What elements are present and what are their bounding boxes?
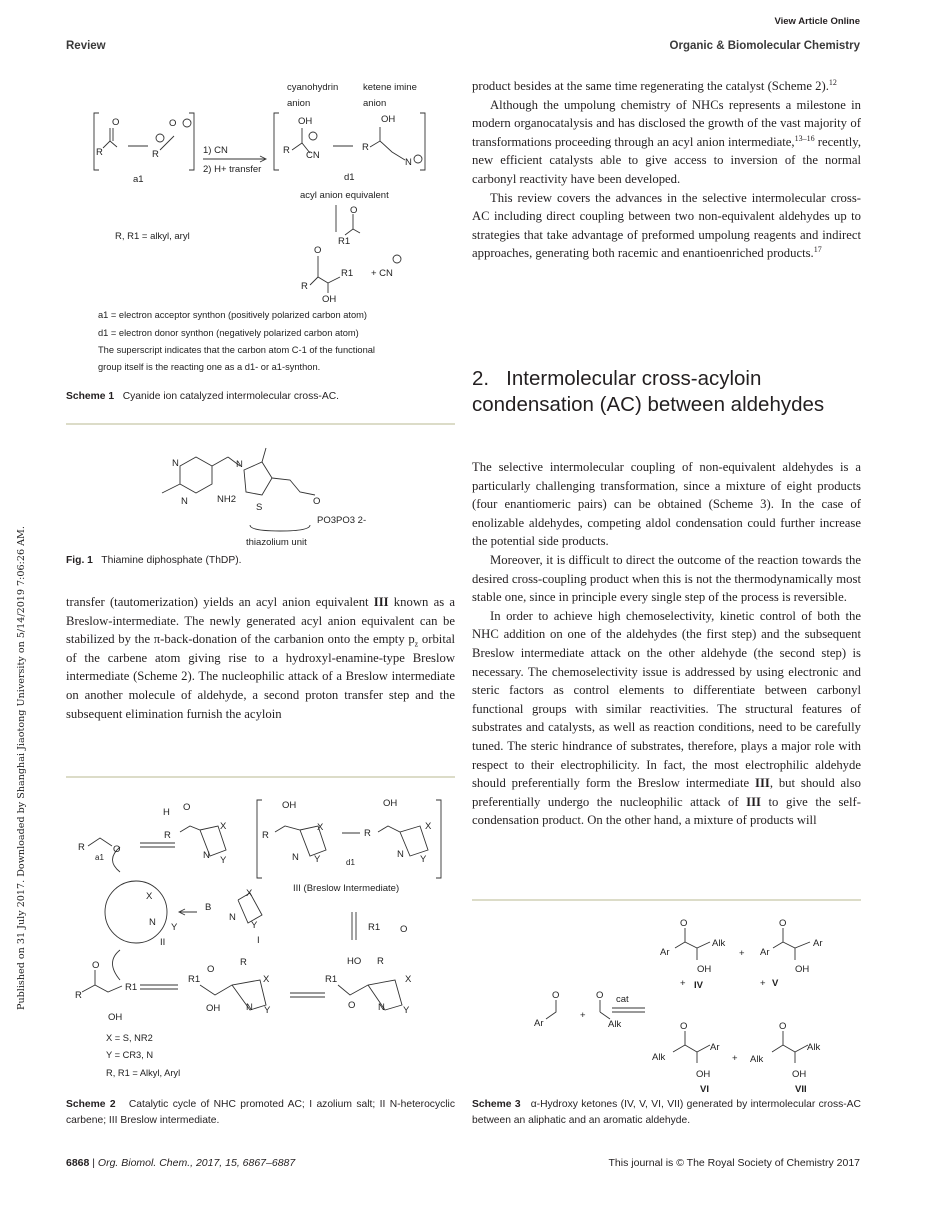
label: Alk	[807, 1042, 821, 1053]
label: I	[257, 935, 260, 946]
copyright: This journal is © The Royal Society of Chemistry 2017	[608, 1157, 860, 1169]
paragraph	[472, 189, 861, 263]
text-run: known as a Breslow-intermediate. The newly generated acyl anion equivalent can be stabilized by the π-back-donation of the carbanion onto the empty p	[66, 595, 455, 647]
label: O	[313, 496, 321, 507]
label: R	[78, 842, 85, 853]
reference-superscript: 13–16	[794, 133, 815, 143]
text-run: This review covers the advances in the selective intermolecular cross-AC including direct coupling between two non-equivalent aldehydes up to strategies that take advantage of preformed umpolung reagents and indirect approaches, generating both racemic and enantioenriched products.	[472, 190, 861, 261]
caption-text: α-Hydroxy ketones (IV, V, VI, VII) generated by intermolecular cross-AC between an aliphatic and an aromatic aldehyde.	[472, 1099, 861, 1126]
label: d1	[346, 858, 355, 867]
label: +	[680, 978, 686, 989]
label: O	[348, 1000, 356, 1011]
label: R, R1 = alkyl, aryl	[115, 231, 190, 242]
paragraph	[472, 96, 861, 189]
text-run: product besides at the same time regenerating the catalyst (Scheme 2).	[472, 79, 829, 93]
label: OH	[696, 1069, 711, 1080]
label: O	[552, 990, 560, 1001]
label: N	[292, 852, 299, 863]
label: Y	[220, 855, 227, 866]
label: R	[362, 142, 369, 153]
label: CN	[306, 150, 320, 161]
text-run: to give the self-condensation product. On the other hand, a mixture of products will	[472, 794, 861, 828]
label: R	[152, 149, 159, 160]
label: H	[163, 807, 170, 818]
compound-label: III	[746, 794, 761, 809]
text-run: Although the umpolung chemistry of NHCs represents a milestone in modern organocatalysis and has disclosed the growth of the vast majority of transformations proceeding through an acyl anion intermediate,	[472, 97, 861, 149]
subscript: z	[414, 639, 419, 649]
label: N	[181, 496, 188, 507]
text-run: In order to achieve high chemoselectivity, kinetic control of both the NHC addition on one of the aldehydes (the first step) and the subsequent Breslow intermediate attack on the other aldehyde (the second step) is necessary. The chemoselectivity issue is addressed by using electronic and steric factors as control elements to differentiate between carbonyl functional groups with similar reactivities. The structural features of substrates and catalysts, as well as reaction conditions, need to be carefully tuned. The steric hindrance of substrates, therefore, plays a major role with respect to their electrophilicity. In fact, the most electrophilic aldehyde should preferentially form the Breslow intermediate	[472, 608, 861, 791]
paragraph	[472, 551, 861, 607]
label: IV	[694, 980, 703, 991]
scheme-2-drawing	[75, 798, 441, 1078]
label: OH	[282, 800, 297, 811]
label: +	[760, 978, 766, 989]
page-number: 6868	[66, 1157, 90, 1169]
label: PO3PO3 2-	[317, 515, 367, 526]
label: Alk	[750, 1054, 764, 1065]
label: R1	[188, 974, 201, 985]
paragraph	[472, 458, 861, 551]
label: O	[314, 245, 322, 256]
text-run: Moreover, it is difficult to direct the outcome of the reaction towards the desired cross-coupling product when this is not the thermodynamically most stable one, since in principle every single step of the process is reversible.	[472, 552, 861, 605]
label: R	[240, 957, 247, 968]
label: The superscript indicates that the carbon atom C-1 of the functional	[98, 345, 375, 355]
text-run: The selective intermolecular coupling of non-equivalent aldehydes is a particularly challenging transformation, since a mixture of eight products (four enantiomeric pairs) can be obtained (Scheme 3). In the case of enolizable aldehydes, competing aldol condensation could further increase the potential side products.	[472, 460, 861, 549]
scheme-3-caption	[472, 1097, 861, 1129]
compound-label: III	[373, 595, 389, 609]
paragraph	[66, 593, 455, 723]
label: cat	[616, 994, 629, 1005]
label: OH	[206, 1003, 221, 1014]
label: O	[112, 117, 120, 128]
paragraph	[472, 77, 861, 96]
label: R1	[338, 236, 351, 247]
label: Y	[171, 922, 178, 933]
label: O	[400, 924, 408, 935]
paragraph	[472, 607, 861, 830]
label: d1 = electron donor synthon (negatively polarized carbon atom)	[98, 328, 359, 338]
label: Y	[420, 854, 427, 865]
scheme-2-caption	[66, 1097, 455, 1129]
label: Alk	[608, 1019, 622, 1030]
label: OH	[697, 964, 712, 975]
label: N	[405, 157, 412, 168]
label: +	[732, 1053, 738, 1064]
reference-superscript: 17	[813, 245, 822, 255]
right-column-top	[472, 77, 861, 263]
label: + CN	[371, 268, 393, 279]
label: R1	[325, 974, 338, 985]
label: d1	[344, 172, 355, 183]
label: O	[779, 918, 787, 929]
label: R, R1 = Alkyl, Aryl	[106, 1068, 181, 1078]
label: X = S, NR2	[106, 1033, 153, 1043]
label: V	[772, 978, 779, 989]
scheme-1-caption	[66, 389, 455, 405]
label: N	[378, 1002, 385, 1013]
thiamine-structure	[162, 448, 366, 548]
label: cyanohydrin	[287, 82, 339, 93]
label: Ar	[813, 938, 823, 949]
caption-text: Cyanide ion catalyzed intermolecular cross-AC.	[122, 391, 340, 402]
scheme-3-drawing	[534, 918, 823, 1095]
text-run: orbital of the carbene atom giving rise to a hydroxyl-enamine-type Breslow intermediate (Scheme 2). The nucleophilic attack of a Breslow intermediate on another molecule of aldehyde, a second proton transfer step and the subsequent elimination furnish the acyloin	[66, 632, 455, 721]
page-footer-citation: 6868 | Org. Biomol. Chem., 2017, 15, 6867–6887	[66, 1157, 296, 1169]
label: OH	[792, 1069, 807, 1080]
fig-1-caption	[66, 553, 455, 569]
label: Alk	[712, 938, 726, 949]
label: R	[262, 830, 269, 841]
label: Y = CR3, N	[106, 1050, 154, 1060]
caption-text: Thiamine diphosphate (ThDP).	[101, 555, 242, 566]
label: X	[220, 821, 227, 832]
label: O	[680, 1021, 688, 1032]
citation: Org. Biomol. Chem., 2017, 15, 6867–6887	[97, 1157, 296, 1169]
label: X	[263, 974, 270, 985]
label: N	[203, 850, 210, 861]
label: B	[205, 902, 212, 913]
view-article-online-link[interactable]: View Article Online	[774, 16, 860, 27]
journal-name: Organic & Biomolecular Chemistry	[669, 40, 860, 52]
label: OH	[108, 1012, 123, 1023]
reference-superscript: 12	[828, 77, 837, 87]
label: 1) CN	[203, 145, 228, 156]
text-run: transfer (tautomerization) yields an acyl anion equivalent	[66, 595, 374, 609]
right-column-bottom	[472, 458, 861, 830]
divider	[66, 423, 455, 425]
label: OH	[298, 116, 313, 127]
label: Y	[251, 920, 258, 931]
caption-label: Scheme 3	[472, 1099, 521, 1110]
label: OH	[795, 964, 810, 975]
label: a1 = electron acceptor synthon (positively polarized carbon atom)	[98, 310, 367, 320]
label: O	[207, 964, 215, 975]
label: N	[397, 849, 404, 860]
label: a1	[95, 853, 104, 862]
label: N	[149, 917, 156, 928]
label: group itself is the reacting one as a d1- or a1-synthon.	[98, 362, 321, 372]
label: VI	[700, 1084, 709, 1095]
label: Y	[403, 1005, 410, 1016]
label: HO	[347, 956, 362, 967]
label: X	[405, 974, 412, 985]
label: III (Breslow Intermediate)	[293, 883, 400, 894]
section-label: Review	[66, 40, 106, 52]
label: O	[183, 802, 191, 813]
label: X	[246, 888, 253, 899]
divider	[66, 776, 455, 778]
label: Alk	[652, 1052, 666, 1063]
label: O	[779, 1021, 787, 1032]
label: Y	[264, 1005, 271, 1016]
caption-label: Scheme 1	[66, 391, 115, 402]
label: +	[739, 948, 745, 959]
label: ketene imine	[363, 82, 417, 93]
label: O	[350, 205, 358, 216]
download-watermark: Published on 31 July 2017. Downloaded by Shanghai Jiaotong University on 5/14/2019 7:06:26 AM.	[16, 526, 27, 1010]
label: N	[172, 458, 179, 469]
label: Ar	[660, 947, 670, 958]
label: S	[256, 502, 263, 513]
section-heading: 2. Intermolecular cross-acyloin condensation (AC) between aldehydes	[472, 367, 825, 416]
label: thiazolium unit	[246, 537, 307, 548]
label: R	[75, 990, 82, 1001]
label: OH	[381, 114, 396, 125]
label: R	[283, 145, 290, 156]
label: O	[680, 918, 688, 929]
label: N	[246, 1002, 253, 1013]
compound-label: III	[755, 776, 770, 791]
text-run: recently, new efficient catalysts able to give access to inversion of the normal carbonyl reactivity have been developed.	[472, 134, 861, 186]
label: R	[364, 828, 371, 839]
label: X	[146, 891, 153, 902]
label: R	[301, 281, 308, 292]
caption-text: Catalytic cycle of NHC promoted AC; I azolium salt; II N-heterocyclic carbene; III Breslow intermediate.	[66, 1099, 455, 1126]
label: Ar	[534, 1018, 544, 1029]
label: VII	[795, 1084, 807, 1095]
label: OH	[383, 798, 398, 809]
label: 2) H+ transfer	[203, 164, 262, 175]
caption-label: Fig. 1	[66, 555, 93, 566]
label: N	[229, 912, 236, 923]
label: R1	[368, 922, 381, 933]
label: X	[317, 822, 324, 833]
label: anion	[287, 98, 311, 109]
label: +	[580, 1010, 586, 1021]
text-run: , but should also preferentially undergo the nucleophilic attack of	[472, 776, 861, 809]
label: OH	[322, 294, 337, 305]
label: O	[596, 990, 604, 1001]
label: R1	[341, 268, 354, 279]
label: anion	[363, 98, 387, 109]
label: O	[92, 960, 100, 971]
label: acyl anion equivalent	[300, 190, 389, 201]
divider	[472, 899, 861, 901]
label: R	[96, 147, 103, 158]
label: NH2	[217, 494, 237, 505]
label: Y	[314, 854, 321, 865]
label: R1	[125, 982, 138, 993]
label: II	[160, 937, 166, 948]
label: N	[236, 459, 243, 470]
label: Ar	[710, 1042, 720, 1053]
label: R	[377, 956, 384, 967]
label: X	[425, 821, 432, 832]
scheme-1-drawing	[94, 82, 425, 372]
label: O	[113, 844, 121, 855]
label: R	[164, 830, 171, 841]
label: Ar	[760, 947, 770, 958]
label: O	[169, 118, 177, 129]
left-column-text	[66, 593, 455, 723]
caption-label: Scheme 2	[66, 1099, 116, 1110]
label: a1	[133, 174, 144, 185]
